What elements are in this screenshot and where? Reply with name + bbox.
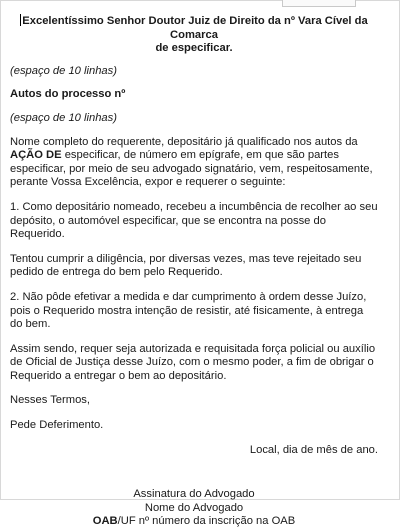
- document-page: [10, 14, 378, 529]
- intro-text-a: Nome completo do requerente, depositário já qualificado nos autos da: [10, 135, 358, 148]
- signature-block: [10, 488, 378, 529]
- intro-text-b: especificar, de número em epígrafe, em que são partes especificar, por meio de seu advogado signatário, vem, respeitosamente, perante Vossa Excelência, expor e requerer o seguinte:: [10, 149, 373, 189]
- intro-bold-text: AÇÃO DE: [10, 149, 62, 162]
- title-line-1: Excelentíssimo Senhor Doutor Juiz de Direito da nº Vara Cível da Comarca: [22, 15, 368, 41]
- signature-line: Assinatura do Advogado: [133, 488, 255, 501]
- process-number-label: Autos do processo nº: [10, 88, 126, 101]
- place-date: Local, dia de mês de ano.: [249, 443, 378, 456]
- paragraph-1: 1. Como depositário nomeado, recebeu a incumbência de recolher ao seu depósito, o automóvel especificar, que se encontra na posse do Requerido.: [10, 200, 378, 241]
- paragraph-2: Tentou cumprir a diligência, por diversas vezes, mas teve rejeitado seu pedido de entrega do bem pelo Requerido.: [10, 252, 362, 279]
- lawyer-name: Nome do Advogado: [144, 501, 244, 514]
- closing-pede-deferimento: Pede Deferimento.: [10, 419, 104, 432]
- document-title: [10, 14, 378, 56]
- oab-text: /UF nº número da inscrição na OAB: [117, 515, 296, 528]
- oab-label: OAB: [92, 515, 118, 528]
- title-line-2: de especificar.: [155, 42, 233, 55]
- spacer-note-2: (espaço de 10 linhas): [10, 111, 117, 124]
- closing-nesses-termos: Nesses Termos,: [10, 394, 90, 407]
- paragraph-4: Assim sendo, requer seja autorizada e requisitada força policial ou auxílio de Oficial de Justiça desse Juízo, com o mesmo poder, a fim de obrigar o Requerido a entregar o bem ao depositário.: [10, 342, 376, 382]
- spacer-note-1: (espaço de 10 linhas): [10, 64, 117, 77]
- paragraph-3: 2. Não pôde efetivar a medida e dar cumprimento à ordem desse Juízo, pois o Requerido mostra intenção de resistir, até fisicamente, à entrega do bem.: [10, 290, 367, 331]
- header-field[interactable]: [282, 0, 356, 7]
- oab-line: [10, 515, 378, 529]
- intro-paragraph: [10, 136, 378, 190]
